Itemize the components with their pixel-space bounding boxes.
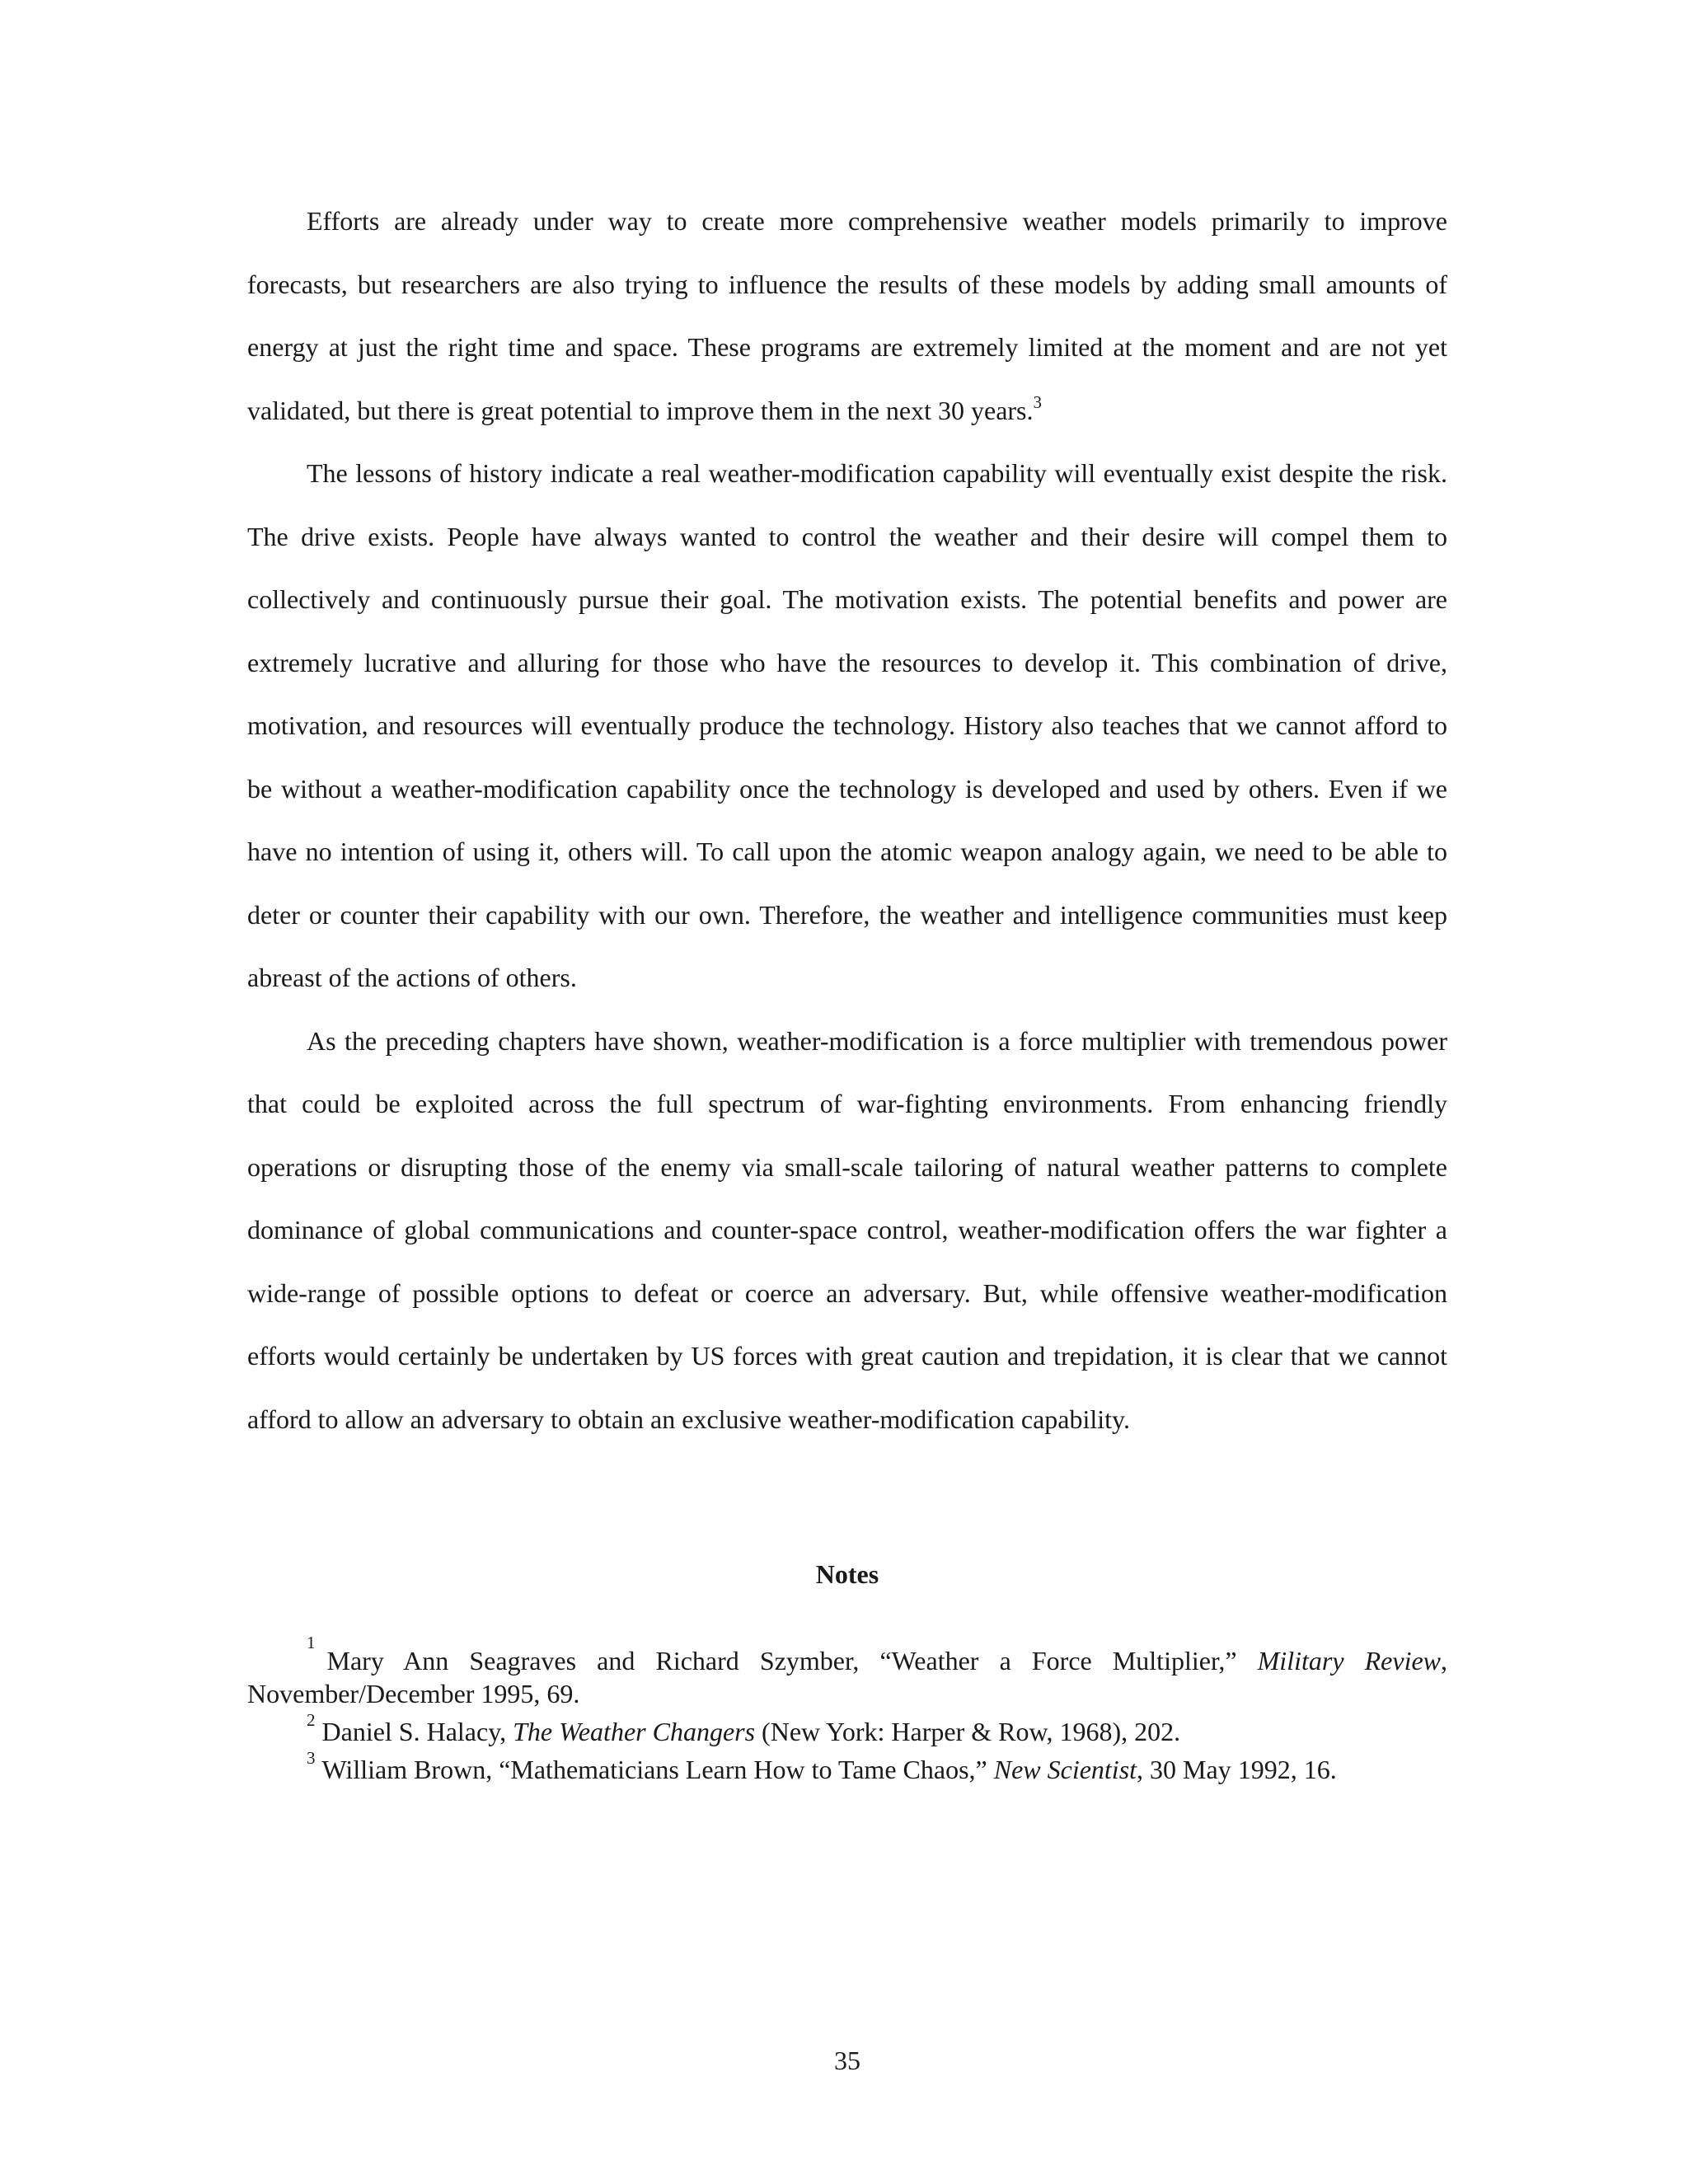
note-3: [247, 1748, 1447, 1786]
note-1-number: 1: [307, 1633, 316, 1653]
note-2-number: 2: [307, 1710, 316, 1731]
note-2-title: The Weather Changers: [513, 1717, 756, 1746]
note-1-before: Mary Ann Seagraves and Richard Szymber, “Weather a Force Multiplier,”: [326, 1646, 1258, 1675]
note-1: [247, 1633, 1448, 1710]
body-text: [247, 190, 1447, 1451]
note-1-after: , November/December 1995, 69.: [247, 1646, 1448, 1708]
note-1-title: Military Review: [1257, 1646, 1442, 1675]
footnote-ref-3: 3: [1033, 391, 1042, 412]
page-number: 35: [834, 2046, 860, 2075]
notes-list: [247, 1633, 1448, 1791]
note-3-after: , 30 May 1992, 16.: [1137, 1755, 1337, 1784]
note-3-title: New Scientist: [993, 1755, 1137, 1784]
paragraph-1-text: Efforts are already under way to create more comprehensive weather models primarily to improve forecasts, but researchers are also trying to influence the results of these models by adding small amounts of energy at just the right time and space. These programs are extremely limited at the moment and are not yet validated, but there is great potential to improve them in the next 30 years.: [247, 206, 1447, 425]
note-2-after: (New York: Harper & Row, 1968), 202.: [755, 1717, 1181, 1746]
note-2: [247, 1710, 1447, 1748]
paragraph-3: As the preceding chapters have shown, weather-modification is a force multiplier with tremendous power that could be exploited across the full spectrum of war-fighting environments. From enhancing friendly operations or disrupting those of the enemy via small-scale tailoring of natural weather patterns to complete dominance of global communications and counter-space control, weather-modification offers the war fighter a wide-range of possible options to defeat or coerce an adversary. But, while offensive weather-modification efforts would certainly be undertaken by US forces with great caution and trepidation, it is clear that we cannot afford to allow an adversary to obtain an exclusive weather-modification capability.: [247, 1025, 1447, 1434]
note-3-number: 3: [307, 1748, 316, 1769]
notes-heading: Notes: [815, 1559, 879, 1589]
note-3-before: William Brown, “Mathematicians Learn How to Tame Chaos,”: [321, 1755, 994, 1784]
paragraph-2: The lessons of history indicate a real weather-modification capability will eventually exist despite the risk. The drive exists. People have always wanted to control the weather and their desire will compel them to collectively and continuously pursue their goal. The motivation exists. The potential benefits and power are extremely lucrative and alluring for those who have the resources to develop it. This combination of drive, motivation, and resources will eventually produce the technology. History also teaches that we cannot afford to be without a weather-modification capability once the technology is developed and used by others. Even if we have no intention of using it, others will. To call upon the atomic weapon analogy again, we need to be able to deter or counter their capability with our own. Therefore, the weather and intelligence communities must keep abreast of the actions of others.: [247, 458, 1447, 992]
note-2-before: Daniel S. Halacy,: [321, 1717, 513, 1746]
paragraph-1: [247, 190, 1447, 442]
